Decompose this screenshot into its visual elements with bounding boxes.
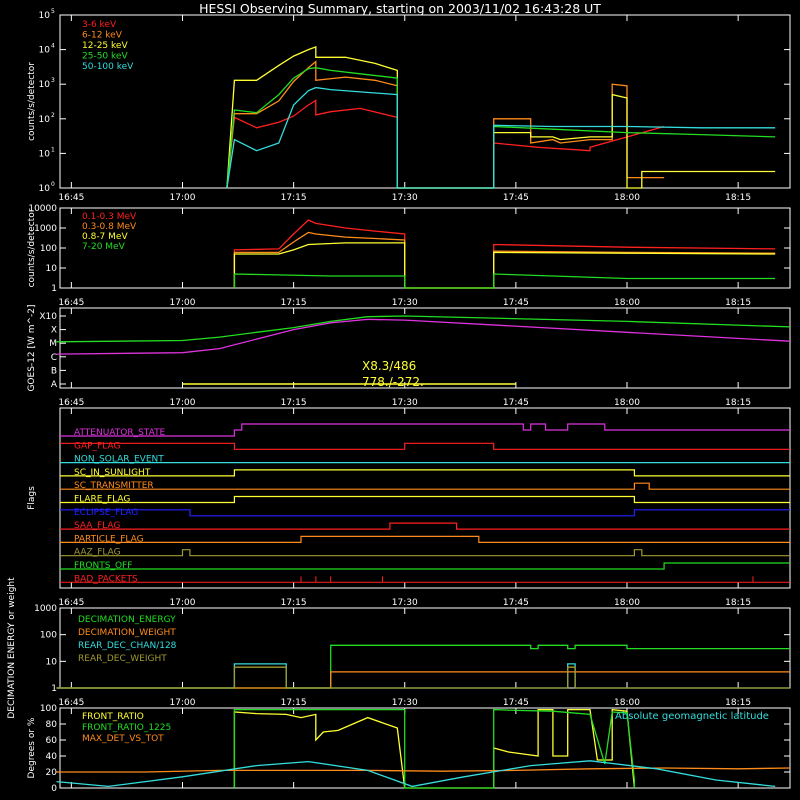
y-tick-label: 100 [39, 704, 57, 714]
x-tick-label: 17:45 [502, 298, 529, 308]
x-tick-label: 17:00 [169, 398, 196, 408]
flag-label: SC_TRANSMITTER [74, 481, 154, 492]
x-tick-label: 18:15 [725, 598, 752, 608]
x-tick-label: 17:00 [169, 598, 196, 608]
legend-entry: 3-6 keV [82, 20, 117, 30]
y-tick-label: 10 [45, 657, 57, 668]
x-tick-label: 18:15 [725, 398, 752, 408]
flag-label: FLARE_FLAG [74, 494, 131, 505]
x-tick-label: 16:45 [58, 193, 85, 203]
y-tick-label: M [49, 339, 57, 350]
legend-entry: 0.3-0.8 MeV [82, 222, 137, 232]
x-tick-label: 17:30 [391, 298, 418, 308]
y-tick-label: 100 [39, 244, 57, 254]
x-tick-label: 17:30 [391, 698, 418, 708]
y-tick-label: 10 [38, 11, 50, 21]
goes-annotation-position: 778./-272. [362, 375, 424, 389]
x-tick-label: 16:45 [58, 598, 85, 608]
legend-entry: 25-50 keV [82, 51, 128, 62]
y-tick-label: 10 [38, 45, 50, 56]
y-tick-label: A [50, 380, 57, 390]
flag-label: BAD_PACKETS [74, 574, 138, 585]
y-tick-label: 10 [38, 184, 50, 194]
figure-title: HESSI Observing Summary, starting on 2003/11/02 16:43:28 UT [199, 1, 601, 16]
y-tick-label: 10 [38, 149, 50, 160]
y-tick-label: 10 [45, 264, 57, 274]
x-tick-label: 17:15 [280, 298, 307, 308]
y-tick-label: 10 [38, 114, 50, 125]
x-tick-label: 17:45 [502, 598, 529, 608]
flag-label: GAP_FLAG [74, 441, 121, 452]
y-tick-label-exp: 1 [51, 146, 55, 154]
x-tick-label: 17:00 [169, 193, 196, 203]
y-tick-label: B [50, 366, 57, 377]
legend-entry: 12-25 keV [82, 41, 128, 51]
x-tick-label: 16:45 [58, 698, 85, 708]
y-tick-label: 80 [45, 720, 57, 730]
x-tick-label: 17:45 [502, 698, 529, 708]
geomag-latitude-label: Absolute geomagnetic latitude [615, 711, 769, 722]
x-tick-label: 17:00 [169, 298, 196, 308]
legend-entry: MAX_DET_VS_TOT [82, 734, 164, 744]
y-tick-label: 1000 [34, 224, 57, 234]
y-tick-label: 10 [38, 80, 50, 91]
x-tick-label: 17:45 [502, 398, 529, 408]
y-tick-label: 40 [45, 752, 57, 762]
x-tick-label: 18:00 [614, 398, 640, 408]
legend-entry: FRONT_RATIO [82, 712, 144, 722]
y-tick-label: 1000 [34, 604, 57, 614]
y-tick-label: X10 [39, 312, 57, 322]
x-tick-label: 17:30 [391, 193, 418, 203]
y-tick-label: C [50, 352, 57, 363]
y-axis-label: GOES-12 [W m^-2] [27, 304, 37, 392]
flag-label: PARTICLE_FLAG [74, 534, 144, 545]
y-axis-label: counts/s/detector [27, 62, 37, 141]
y-tick-label-exp: 5 [51, 8, 55, 15]
flag-label: FRONTS_OFF [74, 561, 133, 571]
y-tick-label: 1 [51, 284, 57, 294]
legend-entry: REAR_DEC_CHAN/128 [78, 641, 177, 651]
y-axis-label: Degrees or % [27, 717, 37, 779]
flag-label: SAA_FLAG [74, 521, 121, 532]
y-tick-label-exp: 4 [51, 42, 55, 50]
y-tick-label: 20 [45, 768, 57, 778]
legend-entry: FRONT_RATIO_1225 [82, 723, 172, 733]
y-tick-label-exp: 3 [51, 77, 55, 85]
x-tick-label: 18:15 [725, 298, 752, 308]
flag-label: AAZ_FLAG [74, 547, 121, 558]
legend-entry: REAR_DEC_WEIGHT [78, 654, 167, 664]
flag-label: SC_IN_SUNLIGHT [74, 467, 151, 478]
x-tick-label: 17:30 [391, 598, 418, 608]
legend-entry: 0.8-7 MeV [82, 232, 128, 242]
y-tick-label-exp: 0 [51, 181, 55, 188]
x-tick-label: 18:00 [614, 298, 640, 308]
y-axis-label: DECIMATION ENERGY or weight [7, 577, 17, 719]
flag-label: ATTENUATOR_STATE [74, 428, 166, 438]
legend-entry: 0.1-0.3 MeV [82, 212, 137, 222]
x-tick-label: 18:00 [614, 193, 640, 203]
y-tick-label: 100 [39, 630, 57, 641]
y-axis-label: counts/s/detector [27, 208, 37, 288]
y-tick-label: 10000 [28, 204, 57, 214]
x-tick-label: 18:15 [725, 193, 752, 203]
y-tick-label-exp: 2 [51, 111, 55, 119]
x-tick-label: 17:00 [169, 698, 196, 708]
y-tick-label: 0 [51, 784, 57, 794]
x-tick-label: 16:45 [58, 398, 85, 408]
y-tick-label: 1 [51, 684, 57, 694]
x-tick-label: 18:15 [725, 698, 752, 708]
x-tick-label: 17:15 [280, 193, 307, 203]
x-tick-label: 17:15 [280, 698, 307, 708]
y-tick-label: 60 [45, 736, 57, 746]
y-tick-label: X [50, 325, 57, 336]
y-axis-label: Flags [27, 486, 37, 510]
legend-entry: DECIMATION_WEIGHT [78, 628, 176, 638]
x-tick-label: 18:00 [614, 698, 640, 708]
x-tick-label: 17:45 [502, 193, 529, 203]
legend-entry: 50-100 keV [82, 62, 134, 72]
goes-annotation-class: X8.3/486 [362, 359, 417, 373]
legend-entry: 6-12 keV [82, 30, 122, 41]
x-tick-label: 16:45 [58, 298, 85, 308]
flag-label: NON_SOLAR_EVENT [74, 454, 164, 465]
legend-entry: DECIMATION_ENERGY [78, 615, 176, 625]
legend-entry: 7-20 MeV [82, 242, 125, 252]
x-tick-label: 17:30 [391, 398, 418, 408]
x-tick-label: 17:15 [280, 598, 307, 608]
x-tick-label: 17:15 [280, 398, 307, 408]
flag-label: ECLIPSE_FLAG [74, 507, 139, 518]
x-tick-label: 18:00 [614, 598, 640, 608]
